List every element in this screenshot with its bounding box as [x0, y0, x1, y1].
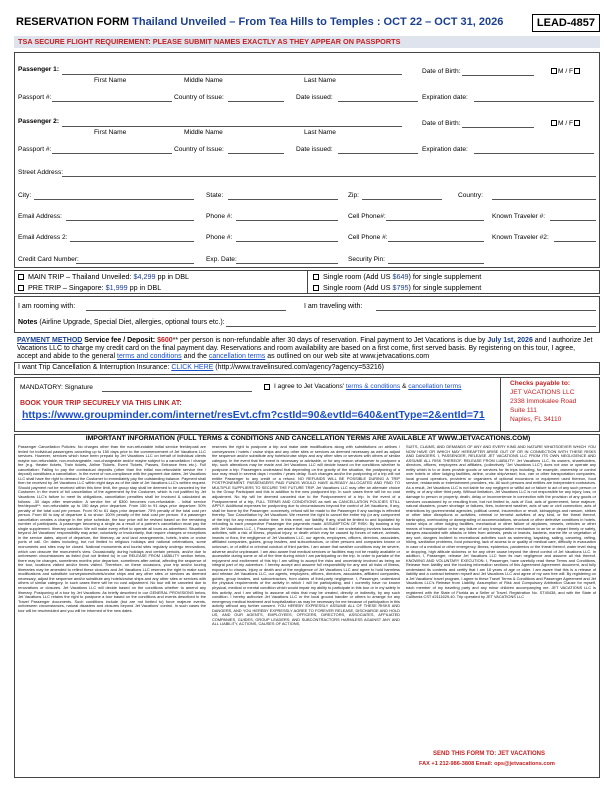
notes-input[interactable] — [226, 326, 596, 327]
street-label: Street Address: — [18, 169, 64, 176]
agree-checkbox[interactable] — [264, 384, 270, 390]
pre-trip-option: PRE TRIP – Singapore: $1,999 pp in DBL — [28, 283, 162, 292]
country-label: Country: — [458, 192, 483, 199]
card-label: Credit Card Number: — [18, 256, 79, 263]
country-issue-label-2: Country of Issue: — [174, 146, 224, 153]
state-label: State: — [206, 192, 224, 199]
date-issued-input-2[interactable] — [338, 153, 418, 154]
country-issue-input-2[interactable] — [228, 153, 284, 154]
traveling-with-label: I am traveling with: — [304, 303, 363, 310]
checks-title: Checks payable to: — [510, 380, 571, 387]
cell2-label: Cell Phone #: — [348, 234, 388, 241]
phone2-label: Phone #: — [206, 234, 233, 241]
passenger1-label: Passenger 1: — [18, 66, 60, 73]
security-label: Security Pin: — [348, 256, 386, 263]
reservation-form — [14, 14, 600, 778]
middle-name-caption: Middle Name — [184, 77, 223, 84]
pre-trip-checkbox[interactable] — [18, 285, 24, 291]
country-issue-label-1: Country of Issue: — [174, 94, 224, 101]
last-name-caption: Last Name — [304, 77, 336, 84]
gender-checkbox[interactable] — [574, 120, 580, 126]
email1-label: Email Address: — [18, 213, 62, 220]
passenger2-label: Passenger 2: — [18, 118, 60, 125]
ktn1-input[interactable] — [550, 220, 596, 221]
date-issued-label-1: Date issued: — [296, 94, 333, 101]
form-header — [14, 14, 600, 34]
cancellation-terms-link[interactable]: cancellation terms — [408, 383, 462, 390]
ktn2-input[interactable] — [554, 241, 596, 242]
city-label: City: — [18, 192, 32, 199]
expiration-input-2[interactable] — [474, 153, 594, 154]
terms-column-2: reserves the right to postpone a trip and make date modifications along with substitutions on airlines / conveyances / hotels / cruise ships and any other sites or services as deemed necessary as well as adjust the sequence and/or substitute any hotels/cruise ships and any other sites or services with others of similar category. In the event that the event is necessary or advisable, or for any reason whatsoever to postpone a trip, such alterations may be made and Jet Vacations LLC will decide based on the conditions whether to postpone a trip. Passengers understand that depending on the gravity of the situation, the postponing of a tour may result in several days / months / years delay. Such changes and/or the postponing of a trip will not entitle Passenger to any credit or a refund. NO REFUNDS WILL BE POSSIBLE DURING A TRIP POSTPONEMENT. PASSENGERS PAID FUNDS WOULD HAVE ALREADY ALLOCATED AND PAID TO MULTIPLE SUPPLIERS TO SECURE THE FUTURE TRIP. Jet Vacations LLC may offer an alternate choice to the Group Participant and this in addition to the new postponed trip. In such cases there will be no cost adjustment. No trip will be deemed canceled due to the Postponement of a trip. In the event of a Postponement of a trip, FULL TERMS AND CONDITIONS as well as CANCELLATION POLICIES STILL APPLY. Additional expenses for postponing due to circumstances beyond the control of Jet Vacations, if any, shall be borne by the Passenger; conversely, refund will be made to the Passenger if any savings is effected thereby. Tour Cancellation by Jet Vacations: We reserve the right to cancel the entire trip (or any component of the trip) for any reason and/or time. In this event, our liability, if any, shall be limited to and liquidated by refunding to each prospective Passenger the payments made. ASSUMPTION OF RISK: By booking a trip with Jet Vacations LLC, I, Passenger, am aware that travel such as that I am undertaking involves hazardous activities, with a risk of illness, physical injury, or death which may be caused by forces of nature, animals, insects or flora, the negligence of Jet Vacations LLC, our agents, employees, officers, directors, associates, affiliated companies, guides, group leaders, and subcontractors, or other persons and companies known or unknown, or of willful or criminal conduct of third parties. I am aware that weather conditions may be severe, adverse and/or unpleasant. I am also aware that medical services or facilities may not be readily available or accessible during some or all of the time during which I am participating on the trip. In order to partake of the enjoyment and excitement of this trip I am willing to accept the risks and uncertainty involved as being an integral part of my adventure. I hereby accept and assume full responsibility for any and all risks of illness, exposure to viruses, injury or death and of the negligence of Jet Vacations LLC and agree to hold harmless and release Jet Vacations LLC, our agents, employees, officers, directors, associates, affiliated companies, guides, group leaders, and subcontractors, from claims of third-party negligence. I, Passenger, understand the physical requirements of the activity in which I will be participating, and I currently have no known physical, medical or mental condition which would impair my ability to participate in this tour or in my safety in this activity, and I am willing to assume all risks that may be created, directly or indirectly, by any such condition. I hereby authorize Jet Vacations LLC or the local ground handler or others to arrange for any emergency medical treatment and hospitalization as may be necessary for me because of participation in this activity without any further consent. YOU HEREBY EXPRESSLY ASSUME ALL OF THESE RISKS AND DANGERS, AND YOU HEREBY EXPRESSLY AGREE TO FOREVER RELEASE, DISCHARGE AND HOLD US, AND OUR AGENTS, EMPLOYEES, OFFICERS, DIRECTORS, ASSOCIATES, AFFILIATED COMPANIES, GUIDES, GROUP LEADERS, AND SUBCONTRACTORS HARMLESS AGAINST ANY AND ALL LIABILITY, ACTIONS, CAUSES OF ACTIONS, — [212, 445, 400, 627]
rooming-with-label: I am rooming with: — [18, 303, 76, 310]
exp-label: Exp. Date: — [206, 256, 237, 263]
gender-checkbox[interactable] — [551, 120, 557, 126]
street-input[interactable] — [62, 176, 596, 177]
checks-line-3: Suite 111 — [510, 407, 537, 414]
cell1-label: Cell Phone#: — [348, 213, 386, 220]
terms-conditions-link[interactable]: terms & conditions — [345, 383, 401, 390]
passenger2-name-input[interactable] — [62, 126, 402, 127]
first-name-caption: First Name — [94, 129, 127, 136]
expiration-label-1: Expiration date: — [422, 94, 468, 101]
book-securely-label: BOOK YOUR TRIP SECURELY VIA THIS LINK AT: — [20, 400, 182, 407]
booking-link[interactable]: https://www.groupminder.com/internet/resEvt.cfm?cstId=90&evtId=640&entType=2&entId=71 — [22, 409, 485, 421]
lead-code: LEAD-4857 — [532, 14, 600, 32]
dob-input-2[interactable] — [462, 127, 534, 128]
single-room-pre-checkbox[interactable] — [313, 285, 319, 291]
checks-line-4: Naples, FL 34110 — [510, 416, 562, 423]
important-information — [14, 434, 600, 778]
signature-label: MANDATORY: Signature — [20, 384, 93, 391]
gender-selector-2[interactable]: M / F — [550, 120, 581, 127]
send-form-line: SEND THIS FORM TO: JET VACATIONS — [433, 751, 546, 757]
passenger1-name-input[interactable] — [62, 74, 402, 75]
country-input[interactable] — [492, 199, 596, 200]
expiration-label-2: Expiration date: — [422, 146, 468, 153]
country-issue-input-1[interactable] — [228, 101, 284, 102]
email2-input[interactable] — [70, 241, 194, 242]
single-room-main-checkbox[interactable] — [313, 274, 319, 280]
cell2-input[interactable] — [388, 241, 484, 242]
rooming-with-input[interactable] — [86, 310, 286, 311]
passport-input-2[interactable] — [52, 153, 172, 154]
date-issued-input-1[interactable] — [338, 101, 418, 102]
trip-options-divider — [307, 270, 308, 294]
dob-input-1[interactable] — [462, 75, 534, 76]
payment-method: PAYMENT METHOD Service fee / Deposit: $600** per person is non-refundable after 30 days of reservation. Final payment to Jet Vacations is due by July 1st, 2026 and I authorize Jet Vacations LLC to charge my credit card on the final payment day. Reservations and room availability are based on a first come, first served basis. By registering on this tour, I agree, accept and abide to the general terms and conditions and the cancellation terms as outlined on our web site at www.jetvacations.com — [17, 337, 593, 360]
email1-input[interactable] — [66, 220, 194, 221]
main-trip-option: MAIN TRIP – Thailand Unveiled: $4,299 pp in DBL — [28, 272, 190, 281]
checks-line-2: 2338 Immokalee Road — [510, 398, 577, 405]
zip-label: Zip: — [348, 192, 359, 199]
insurance-text: I want Trip Cancellation & Interruption Insurance: CLICK HERE (http://www.travelinsured.com/agency?agency=53216) — [18, 364, 384, 371]
single-room-pre-option: Single room (Add US $795) for single supplement — [323, 283, 482, 292]
city-input[interactable] — [34, 199, 194, 200]
cell1-input[interactable] — [386, 220, 484, 221]
tsa-notice: TSA SECURE FLIGHT REQUIREMENT: PLEASE SUBMIT NAMES EXACTLY AS THEY APPEAR ON PASSPORTS — [14, 36, 600, 48]
main-trip-checkbox[interactable] — [18, 274, 24, 280]
card-input[interactable] — [76, 263, 194, 264]
passport-label-2: Passport #: — [18, 146, 52, 153]
trip-title: Thailand Unveiled – From Tea Hills to Temples : OCT 22 – OCT 31, 2026 — [132, 16, 504, 28]
important-heading: IMPORTANT INFORMATION (FULL TERMS & CONDITIONS AND CANCELLATION TERMS ARE AVAILABLE AT WWW.JETVACATIONS.COM) — [85, 435, 531, 442]
gender-selector-1[interactable]: M / F — [550, 68, 581, 75]
security-input[interactable] — [388, 263, 484, 264]
phone1-label: Phone #: — [206, 213, 233, 220]
zip-input[interactable] — [362, 199, 442, 200]
email2-label: Email Address 2: — [18, 234, 68, 241]
expiration-input-1[interactable] — [474, 101, 594, 102]
date-issued-label-2: Date issued: — [296, 146, 333, 153]
agree-text: I agree to Jet Vacations' terms & conditions & cancellation terms — [274, 383, 462, 390]
notes-label: Notes (Airline Upgrade, Special Diet, allergies, optional tours etc.): — [18, 319, 225, 326]
exp-input[interactable] — [236, 263, 338, 264]
form-title: RESERVATION FORM Thailand Unveiled – From Tea Hills to Temples : OCT 22 – OCT 31, 2026 — [16, 16, 504, 28]
middle-name-caption: Middle Name — [184, 129, 223, 136]
single-room-main-option: Single room (Add US $649) for single supplement — [323, 272, 482, 281]
terms-column-3: SUITS, CLAIMS, AND DEMANDS OF ANY AND EVERY KIND AND NATURE WHATSOEVER WHICH YOU NOW HAVE OR WHICH MAY HEREAFTER ARISE OUT OF OR IN CONNECTION WITH THESE RISKS AND DANGERS. I, PASSENGER, RELEASE JET VACATIONS LLC FROM ITS OWN NEGLIGENCE AND ASSUME ALL RISK THEREOF. RELEASE FROM LIABILITY: Jet Vacations LLC, its owners, shareholders, directors, officers, employees and affiliates, (collectively "Jet Vacations LLC") does not own or operate any entity which is to or does provide goods or services for its trips including, for example, ownership or control over hotels or other lodging facilities, airline, cruise ship/vessel, bus, van or other transportation companies, local ground operators, providers or organizers of optional excursions or equipment used thereon, food service, restaurants or entertainment providers, etc. All such persons and entities are independent contractors. As a result, Jet Vacations LLC is not liable for any negligent or willful act or failure to act of any such person or entity, or of any other third party. Without limitation, Jet Vacations LLC is not responsible for any injury, loss, or damage to person or property, death, delay or inconvenience in connection with the provision of any goods or services occasioned by or resulting from, but not limited to, acts of God, acts of government, force majeure, natural disasters, power shortage or failures, fires, inclement weather, acts of war or civil commotion, acts of restrictions by governmental agencies, political unrest, insurrection or revolt, kidnappings and ransom, strikes or other labor disruptions or activities, criminal or terrorist activities of any kind, or the threat thereof, bankruptcy, overbooking or downgrading of accommodations, structural or other defective conditions in hotels, cruise ships or other lodging facilities, mechanical or other failure of airplanes, vessels, vehicles or other means of transportation or for any failure of any transportation mechanism to arrive or depart timely or safely, dangers associated with attacks or bites from animals, pests or insects, bacteria, marine life or vegetation of any sort, dangers incident to recreational activities such as swimming, kayaking, sailing, canoeing, rafting, hiking, sanitation problems, food poisoning, lack of access to or quality of medical care, difficulty in evacuation in case of a medical or other emergency, illness, epidemics, pandemics or the threat thereof, water level rising or dropping, high altitude sickness or for any other cause beyond the direct control of Jet Vacations LLC. In addition, I, Passenger, release Jet Vacations LLC from its own negligence and assume all risk thereof. KNOWING AND VOLUNTARY EXECUTION: I, Passenger, have carefully read these Terms and Conditions, Release from liability and the booking information sections of this Agreement Agreement document, and fully understand its contents and certify that I am 18 years of age or older. I am aware that this is a release of liability and a contract between myself and Jet Vacations LLC and agree of my own free will. By registering on a Jet Vacations' travel program, I agree to these Travel Terms & Conditions and Passenger Agreement and Jet Vacations LLC's Release from Liability, Assumption of Risk and Compulsory Arbitration Clause for myself, each member of my traveling party and any minor children accompanying me. JET VACATIONS LLC is registered with the State of Florida as a Seller of Travel. Registration No. ST40438, and with the State of California CST #2111629-40. Trip operated by JET VACATIONS LLC — [406, 445, 596, 600]
passport-input-1[interactable] — [52, 101, 172, 102]
checks-line-1: JET VACATIONS LLC — [510, 389, 575, 396]
first-name-caption: First Name — [94, 77, 127, 84]
last-name-caption: Last Name — [304, 129, 336, 136]
insurance-click-here[interactable]: CLICK HERE — [171, 364, 214, 371]
phone2-input[interactable] — [236, 241, 338, 242]
passport-label-1: Passport #: — [18, 94, 52, 101]
rooming-section — [14, 296, 600, 333]
terms-link[interactable]: terms and conditions — [117, 353, 182, 360]
dob-label-1: Date of Birth: — [422, 68, 461, 75]
ktn2-label: Known Traveler #2: — [492, 234, 549, 241]
state-input[interactable] — [228, 199, 338, 200]
terms-column-1: Passenger Cancellation Policies: No charges other than the non-refundable initial service fee/deposit are levied for individual passengers canceling up to 150 days prior to the commencement of Jet Vacations LLC services. However, services which have been prepaid by Jet Vacations LLC on behalf of individual clients maybe non-refundable, non-exchangeable, non-changeable and/or maybe subject to a cancellation / change fee (e.g. theater tickets, Train tickets, Airline Tickets, Event Tickets, Passes, Entrance fees etc.). Full cancellation: Failing to pay the contractual deposits (other than the initial non-refundable service fee / deposit) constitutes a cancellation. In the event of non-compliance with the payment due dates, Jet Vacations LLC shall have the right to demand the Customer to immediately pay the outstanding balance. Payment shall then be received by Jet Vacations LLC within eight days as of the date of Jet Vacations LLC's written request. Should payment not be received within this time limit, the group stay shall be deemed to be canceled by the Customer. In the event of full cancellation of the agreement by the Customer, which is not justified by Jet Vacations LLC's failure to meet its obligations, cancellation penalties shall be invoiced & calculated as follows: -30 days after reservation: A service fee of $300 becomes non-refundable. - Initial service fee/deposit**: non-refundable up to 150 days prior departure. From 150 to 91 days prior departure: 50% penalty of the total cost per person. From 90 to 61 days prior departure: 75% penalty of the total cost per person. From 60 to day of departure & no show: 100% penalty of the total cost per person. If a passenger cancellation creates a change in the price schedule, the tour price will be revised based on the remaining number of participants. A passenger becoming a single as a result of a partner's cancellation must pay the single supplement. Itinerary variation: We will make every effort to operate all tours as advertised. Situations beyond Jet Vacations' responsibility may arise, voluntarily or involuntarily, that require changes or exceptions in the service dates, airport of departure, the itinerary, air and land arrangements, hotels, trains or cruise ports of call. On dates including, but not limited to religious holidays and national celebrations, some monuments and sites may be closed. National monuments and tourist sites regularly undergo renovations, which can obscure the monument's view. Occasionally, during holidays and certain periods, and/or due to unforeseen circumstances as listed (but not limited to) in our RELEASE FROM LIABILITY section below, there may be changes, sometimes months prior departure, sometimes after arrival, affecting the sequence of the tour, locations visited and/or times visited. Therefore, on these occasions, your trip and/or touring itineraries may be amended to reflect these closures and Jet Vacations LLC reserves the right to make such modifications and substitute conveyances/hotels/cruise ships and any other sites or services as deemed necessary, adjust the sequence and/or substitute any hotels/cruise ships and any other sites or services with others of similar category. In such cases there will be no cost adjustment. No tour will be canceled due to renovations or closures. Jet Vacations LLC will decide based on the conditions whether to amend any itinerary. Postponing of a tour by Jet Vacations: As briefly described in our GENERAL PROVISIONS below, Jet Vacations LLC retains the right to postpone a tour based on the conditions and events described in the Travel Passenger documents. Such conditions include (but are not limited to) force majeure events, unforeseen circumstances, natural disasters and closures beyond Jet Vacations' control. In such cases the tour will be rescheduled and you will be informed of the new dates. — [18, 445, 206, 613]
gender-checkbox[interactable] — [551, 68, 557, 74]
gender-checkbox[interactable] — [574, 68, 580, 74]
phone1-input[interactable] — [236, 220, 338, 221]
ktn1-label: Known Traveler #: — [492, 213, 546, 220]
signature-input[interactable] — [102, 391, 252, 392]
fax-email-line: FAX +1 212-986-3808 Email: ops@jetvacations.com — [419, 761, 555, 767]
dob-label-2: Date of Birth: — [422, 120, 461, 127]
cancellation-link[interactable]: cancellation terms — [208, 353, 266, 360]
traveling-with-input[interactable] — [376, 310, 596, 311]
